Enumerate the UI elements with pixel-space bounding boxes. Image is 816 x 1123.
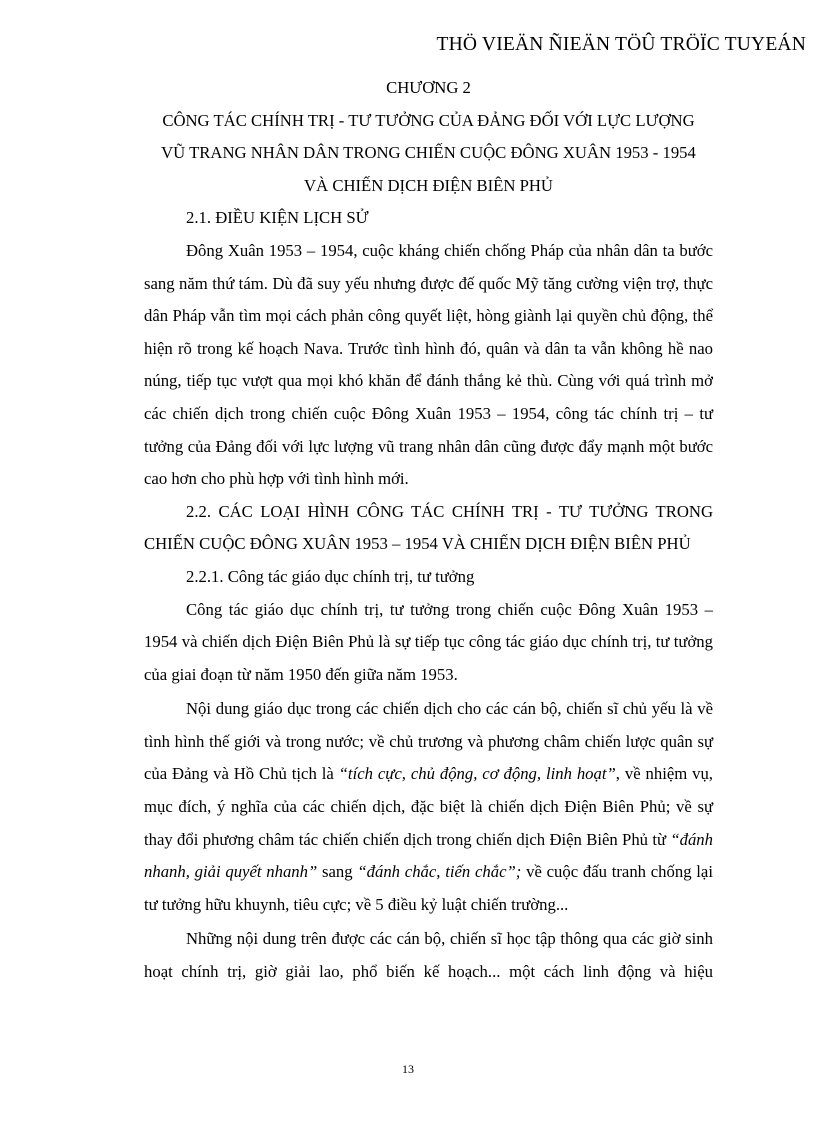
page-number: 13 xyxy=(402,1062,414,1076)
library-watermark: THÖ VIEÄN ÑIEÄN TÖÛ TRÖÏC TUYEÁN xyxy=(436,34,806,55)
page-body xyxy=(144,72,713,989)
paragraph-text: sang xyxy=(317,862,358,882)
section-2-2-1-paragraph-2 xyxy=(144,693,713,921)
section-2-2-1-heading: 2.2.1. Công tác giáo dục chính trị, tư tưởng xyxy=(186,566,475,586)
quote-steady: “đánh chắc, tiến chắc”; xyxy=(357,862,522,882)
chapter-title-line-3: VÀ CHIẾN DỊCH ĐIỆN BIÊN PHỦ xyxy=(304,175,553,195)
section-2-2-heading: 2.2. CÁC LOẠI HÌNH CÔNG TÁC CHÍNH TRỊ - TƯ TƯỞNG TRONG CHIẾN CUỘC ĐÔNG XUÂN 1953 – 1954 VÀ CHIẾN DỊCH ĐIỆN BIÊN PHỦ xyxy=(144,501,713,554)
quote-strategy: “tích cực, chủ động, cơ động, linh hoạt” xyxy=(338,764,616,784)
chapter-title-line-2: VŨ TRANG NHÂN DÂN TRONG CHIẾN CUỘC ĐÔNG XUÂN 1953 - 1954 xyxy=(161,143,696,163)
chapter-title-line-1: CÔNG TÁC CHÍNH TRỊ - TƯ TƯỞNG CỦA ĐẢNG ĐỐI VỚI LỰC LƯỢNG xyxy=(162,110,695,130)
section-2-1-heading: 2.1. ĐIỀU KIỆN LỊCH SỬ xyxy=(186,208,369,228)
paragraph-text: về cuộc đấu tranh chống lại tư tưởng hữu khuynh, tiêu cực; về 5 điều kỷ luật chiến trường... xyxy=(144,862,713,914)
chapter-label: CHƯƠNG 2 xyxy=(386,78,471,97)
paragraph-text: , về nhiệm vụ, mục đích, ý nghĩa của các chiến dịch, đặc biệt là chiến dịch Điện Biên Phủ; về sự thay đổi phương châm tác chiến chiến dịch trong chiến dịch Điện Biên Phủ từ xyxy=(144,764,713,849)
section-2-2-1-paragraph-3: Những nội dung trên được các cán bộ, chiến sĩ học tập thông qua các giờ sinh hoạt chính trị, giờ giải lao, phổ biến kế hoạch... một cách linh động và hiệu xyxy=(144,929,713,982)
paragraph-text: Nội dung giáo dục trong các chiến dịch cho các cán bộ, chiến sĩ chủ yếu là về tình hình thế giới và trong nước; về chủ trương và phương châm chiến lược quân sự của Đảng và Hồ Chủ tịch là xyxy=(144,699,713,784)
section-2-1-paragraph: Đông Xuân 1953 – 1954, cuộc kháng chiến chống Pháp của nhân dân ta bước sang năm thứ tám. Dù đã suy yếu nhưng được đế quốc Mỹ tăng cường viện trợ, thực dân Pháp vẫn tìm mọi cách phản công quyết liệt, hòng giành lại quyền chủ động, thể hiện rõ trong kế hoạch Nava. Trước tình hình đó, quân và dân ta vẫn không hề nao núng, tiếp tục vượt qua mọi khó khăn để đánh thắng kẻ thù. Cùng với quá trình mở các chiến dịch trong chiến cuộc Đông Xuân 1953 – 1954, công tác chính trị – tư tưởng của Đảng đối với lực lượng vũ trang nhân dân cũng được đẩy mạnh một bước cao hơn cho phù hợp với tình hình mới. xyxy=(144,240,713,489)
section-2-2-1-paragraph-1: Công tác giáo dục chính trị, tư tưởng trong chiến cuộc Đông Xuân 1953 – 1954 và chiến dịch Điện Biên Phủ là sự tiếp tục công tác giáo dục chính trị, tư tưởng của giai đoạn từ năm 1950 đến giữa năm 1953. xyxy=(144,599,713,684)
quote-fast: “đánh nhanh, giải quyết nhanh” xyxy=(144,829,713,882)
